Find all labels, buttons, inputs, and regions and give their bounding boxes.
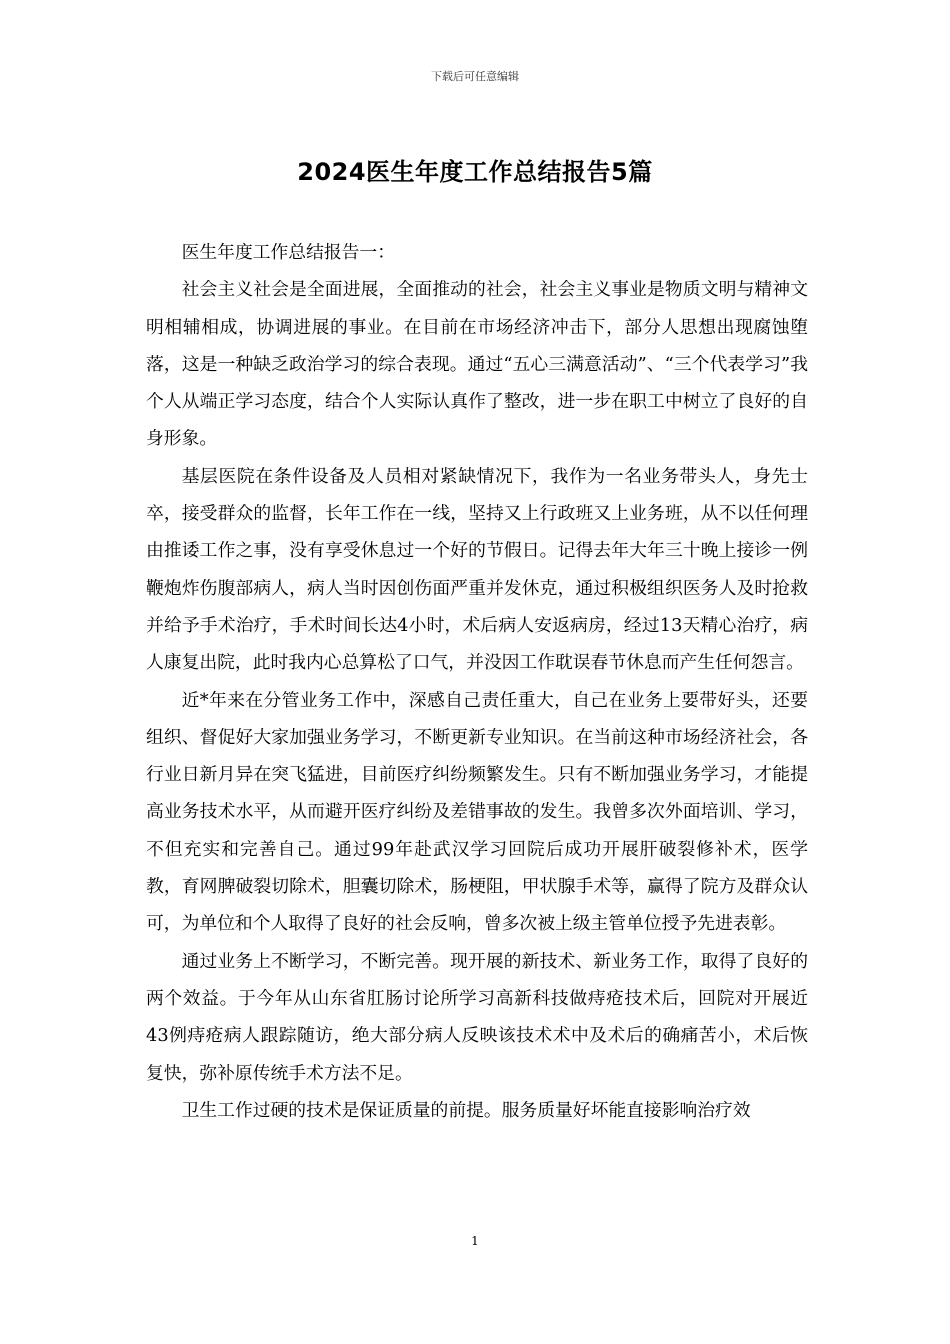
section-heading: 医生年度工作总结报告一： — [181, 242, 395, 263]
body-paragraph: 卫生工作过硬的技术是保证质量的前提。服务质量好坏能直接影响治疗效 — [181, 1099, 751, 1121]
body-paragraph: 社会主义社会是全面进展，全面推动的社会，社会主义事业是物质文明与精神文明相辅相成，协调进展的事业。在目前在市场经济冲击下，部分人思想出现腐蚀堕落，这是一种缺乏政治学习的综合表现。通过“五心三满意活动”、“三个代表学习”我个人从端正学习态度，结合个人实际认真作了整改，进一步在职工中树立了良好的自身形象。 — [146, 279, 808, 450]
page-header-note: 下载后可任意编辑 — [431, 70, 519, 83]
body-paragraph: 基层医院在条件设备及人员相对紧缺情况下，我作为一名业务带头人，身先士卒，接受群众的监督，长年工作在一线，坚持又上行政班又上业务班，从不以任何理由推诿工作之事，没有享受休息过一个好的节假日。记得去年大年三十晚上接诊一例鞭炮炸伤腹部病人，病人当时因创伤面严重并发休克，通过积极组织医务人及时抢救并给予手术治疗，手术时间长达4小时，术后病人安返病房，经过13天精心治疗，病人康复出院，此时我内心总算松了口气，并没因工作耽误春节休息而产生任何怨言。 — [146, 465, 808, 674]
page-number: 1 — [471, 1234, 479, 1248]
document-title: 2024医生年度工作总结报告5篇 — [297, 158, 653, 186]
body-paragraph: 通过业务上不断学习，不断完善。现开展的新技术、新业务工作，取得了良好的两个效益。于今年从山东省肛肠讨论所学习高新科技做痔疮技术后，回院对开展近43例痔疮病人跟踪随访，绝大部分病人反映该技术术中及术后的确痛苦小，术后恢复快，弥补原传统手术方法不足。 — [146, 950, 808, 1084]
body-paragraph: 近*年来在分管业务工作中，深感自己责任重大，自己在业务上要带好头，还要组织、督促好大家加强业务学习，不断更新专业知识。在当前这种市场经济社会，各行业日新月异在突飞猛进，目前医疗纠纷频繁发生。只有不断加强业务学习，才能提高业务技术水平，从而避开医疗纠纷及差错事故的发生。我曾多次外面培训、学习，不但充实和完善自己。通过99年赴武汉学习回院后成功开展肝破裂修补术，医学教，育网脾破裂切除术，胆囊切除术，肠梗阻，甲状腺手术等，赢得了院方及群众认可，为单位和个人取得了良好的社会反响，曾多次被上级主管单位授予先进表彰。 — [146, 689, 808, 935]
document-body — [146, 234, 808, 1129]
